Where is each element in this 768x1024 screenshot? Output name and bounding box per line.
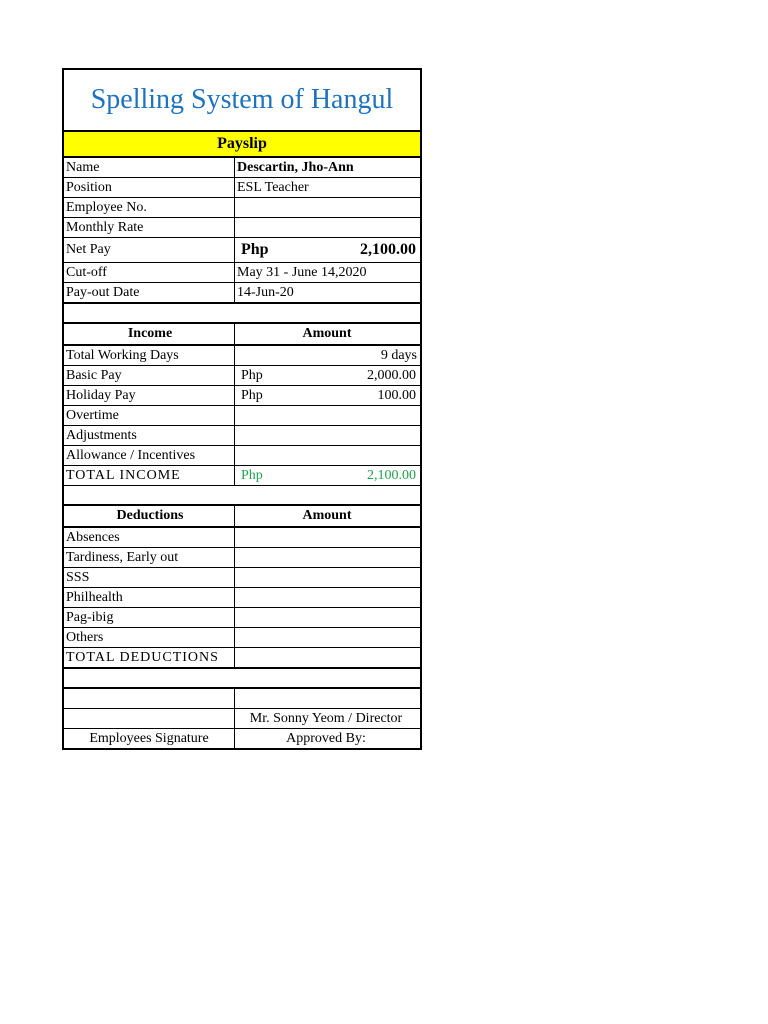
cutoff-row <box>64 263 420 283</box>
position-row <box>64 178 420 198</box>
payout-value: 14-Jun-20 <box>237 285 294 300</box>
approver-signature-space <box>235 689 420 708</box>
deductions-amount-header: Amount <box>302 508 352 523</box>
allowance-label: Allowance / Incentives <box>64 446 235 465</box>
philhealth-label: Philhealth <box>64 588 235 607</box>
others-row <box>64 628 420 648</box>
net-pay-row <box>64 238 420 263</box>
overtime-value <box>235 406 420 425</box>
pagibig-label: Pag-ibig <box>64 608 235 627</box>
holiday-pay-label: Holiday Pay <box>64 386 235 405</box>
income-header: Income <box>64 324 235 344</box>
position-label: Position <box>64 178 235 197</box>
name-label: Name <box>64 158 235 177</box>
employee-signature-space <box>64 689 235 708</box>
sss-value <box>235 568 420 587</box>
approver-name: Mr. Sonny Yeom / Director <box>249 711 403 726</box>
employee-signature-label: Employees Signature <box>64 729 235 748</box>
name-value: Descartin, Jho-Ann <box>237 160 354 175</box>
holiday-pay-value <box>235 386 420 405</box>
others-value <box>235 628 420 647</box>
allowance-value <box>235 446 420 465</box>
deductions-header-row <box>64 506 420 528</box>
total-income-amount: 2,100.00 <box>367 468 416 483</box>
holiday-pay-row <box>64 386 420 406</box>
total-income-label: TOTAL INCOME <box>64 466 235 485</box>
net-pay-amount: 2,100.00 <box>360 241 416 258</box>
philhealth-value <box>235 588 420 607</box>
sss-label: SSS <box>64 568 235 587</box>
spacer-row <box>64 304 420 324</box>
philhealth-row <box>64 588 420 608</box>
payout-label: Pay-out Date <box>64 283 235 302</box>
working-days-value: 9 days <box>380 348 417 363</box>
net-pay-value <box>235 238 420 262</box>
employee-no-label: Employee No. <box>64 198 235 217</box>
absences-value <box>235 528 420 547</box>
payslip-header: Payslip <box>64 132 420 158</box>
absences-row <box>64 528 420 548</box>
monthly-rate-label: Monthly Rate <box>64 218 235 237</box>
sss-row <box>64 568 420 588</box>
total-deductions-value <box>235 648 420 667</box>
cutoff-value: May 31 - June 14,2020 <box>237 265 367 280</box>
others-label: Others <box>64 628 235 647</box>
name-row <box>64 158 420 178</box>
monthly-rate-row <box>64 218 420 238</box>
pagibig-value <box>235 608 420 627</box>
working-days-label: Total Working Days <box>64 346 235 365</box>
approved-by-label: Approved By: <box>286 731 366 746</box>
signature-blank-row <box>64 689 420 709</box>
position-value: ESL Teacher <box>237 180 309 195</box>
basic-pay-currency: Php <box>241 368 263 383</box>
basic-pay-row <box>64 366 420 386</box>
spacer-row <box>64 669 420 689</box>
total-income-row <box>64 466 420 486</box>
basic-pay-amount: 2,000.00 <box>367 368 416 383</box>
basic-pay-label: Basic Pay <box>64 366 235 385</box>
adjustments-label: Adjustments <box>64 426 235 445</box>
holiday-pay-amount: 100.00 <box>377 388 416 403</box>
signature-name-row <box>64 709 420 729</box>
total-income-currency: Php <box>241 468 263 483</box>
overtime-label: Overtime <box>64 406 235 425</box>
working-days-row <box>64 346 420 366</box>
holiday-pay-currency: Php <box>241 388 263 403</box>
net-pay-label: Net Pay <box>64 238 235 262</box>
adjustments-row <box>64 426 420 446</box>
tardiness-row <box>64 548 420 568</box>
absences-label: Absences <box>64 528 235 547</box>
payslip-document <box>62 68 422 750</box>
employee-no-value <box>235 198 420 217</box>
payout-row <box>64 283 420 304</box>
tardiness-value <box>235 548 420 567</box>
income-amount-header: Amount <box>302 326 352 341</box>
overtime-row <box>64 406 420 426</box>
employee-no-row <box>64 198 420 218</box>
income-header-row <box>64 324 420 346</box>
employee-name-space <box>64 709 235 728</box>
allowance-row <box>64 446 420 466</box>
total-deductions-label: TOTAL DEDUCTIONS <box>64 648 235 667</box>
monthly-rate-value <box>235 218 420 237</box>
signature-label-row <box>64 729 420 748</box>
total-deductions-row <box>64 648 420 669</box>
total-income-value <box>235 466 420 485</box>
net-pay-currency: Php <box>241 241 269 258</box>
tardiness-label: Tardiness, Early out <box>64 548 235 567</box>
adjustments-value <box>235 426 420 445</box>
cutoff-label: Cut-off <box>64 263 235 282</box>
spacer-row <box>64 486 420 506</box>
pagibig-row <box>64 608 420 628</box>
deductions-header: Deductions <box>64 506 235 526</box>
company-title: Spelling System of Hangul <box>64 70 420 132</box>
basic-pay-value <box>235 366 420 385</box>
